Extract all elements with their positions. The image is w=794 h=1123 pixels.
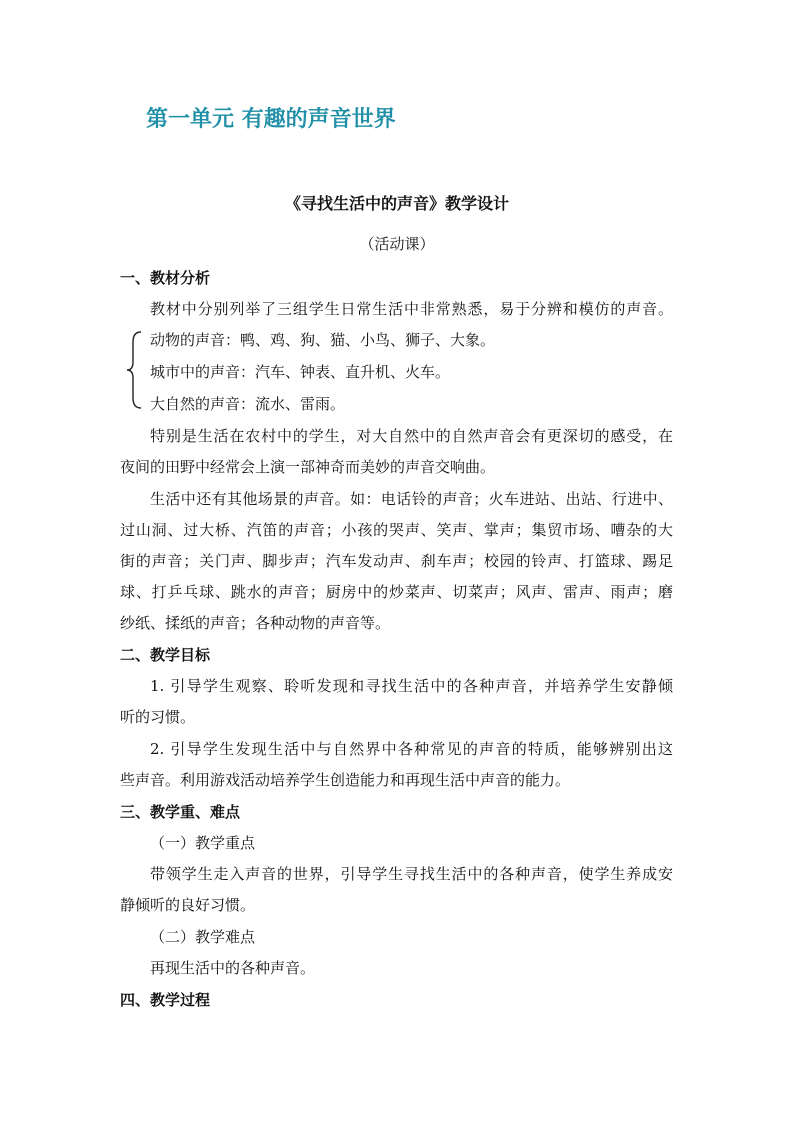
paragraph-line: 过山洞、过大桥、汽笛的声音；小孩的哭声、笑声、掌声；集贸市场、嘈杂的大 (120, 521, 673, 539)
paragraph-line: 街的声音；关门声、脚步声；汽车发动声、刹车声；校园的铃声、打篮球、踢足 (120, 552, 673, 570)
list-item: 城市中的声音：汽车、钟表、直升机、火车。 (150, 363, 451, 381)
paragraph-line: 纱纸、揉纸的声音；各种动物的声音等。 (120, 614, 391, 632)
section-heading-process: 四、教学过程 (120, 991, 211, 1009)
paragraph-line: 再现生活中的各种声音。 (150, 959, 316, 977)
paragraph-line: 生活中还有其他场景的声音。如：电话铃的声音；火车进站、出站、行进中、 (150, 490, 673, 508)
section-heading-key-points: 三、教学重、难点 (120, 803, 241, 821)
list-item: 大自然的声音：流水、雷雨。 (150, 395, 346, 413)
goal-line: 1. 引导学生观察、聆听发现和寻找生活中的各种声音，并培养学生安静倾 (150, 677, 673, 695)
subsection-heading: （一）教学重点 (150, 834, 256, 852)
paragraph-line: 教材中分别列举了三组学生日常生活中非常熟悉，易于分辨和模仿的声音。 (150, 300, 673, 318)
goal-line: 听的习惯。 (120, 708, 196, 726)
section-heading-goals: 二、教学目标 (120, 646, 211, 664)
paragraph-line: 夜间的田野中经常会上演一部神奇而美妙的声音交响曲。 (120, 458, 496, 476)
subsection-heading: （二）教学难点 (150, 928, 256, 946)
document-subtitle: （活动课） (359, 235, 435, 253)
paragraph-line: 特别是生活在农村中的学生，对大自然中的自然声音会有更深切的感受，在 (150, 427, 673, 445)
document-title: 《寻找生活中的声音》教学设计 (284, 194, 509, 213)
section-heading-analysis: 一、教材分析 (120, 269, 211, 287)
paragraph-line: 球、打乒乓球、跳水的声音；厨房中的炒菜声、切菜声；风声、雷声、雨声；磨 (120, 583, 673, 601)
paragraph-line: 带领学生走入声音的世界，引导学生寻找生活中的各种声音，使学生养成安 (150, 865, 673, 883)
unit-title: 第一单元 有趣的声音世界 (146, 106, 396, 132)
list-item: 动物的声音：鸭、鸡、狗、猫、小鸟、狮子、大象。 (150, 331, 496, 349)
goal-line: 2. 引导学生发现生活中与自然界中各种常见的声音的特质，能够辨别出这 (150, 740, 673, 758)
paragraph-line: 静倾听的良好习惯。 (120, 896, 256, 914)
goal-line: 些声音。利用游戏活动培养学生创造能力和再现生活中声音的能力。 (120, 771, 571, 789)
curly-brace-icon (124, 330, 144, 410)
